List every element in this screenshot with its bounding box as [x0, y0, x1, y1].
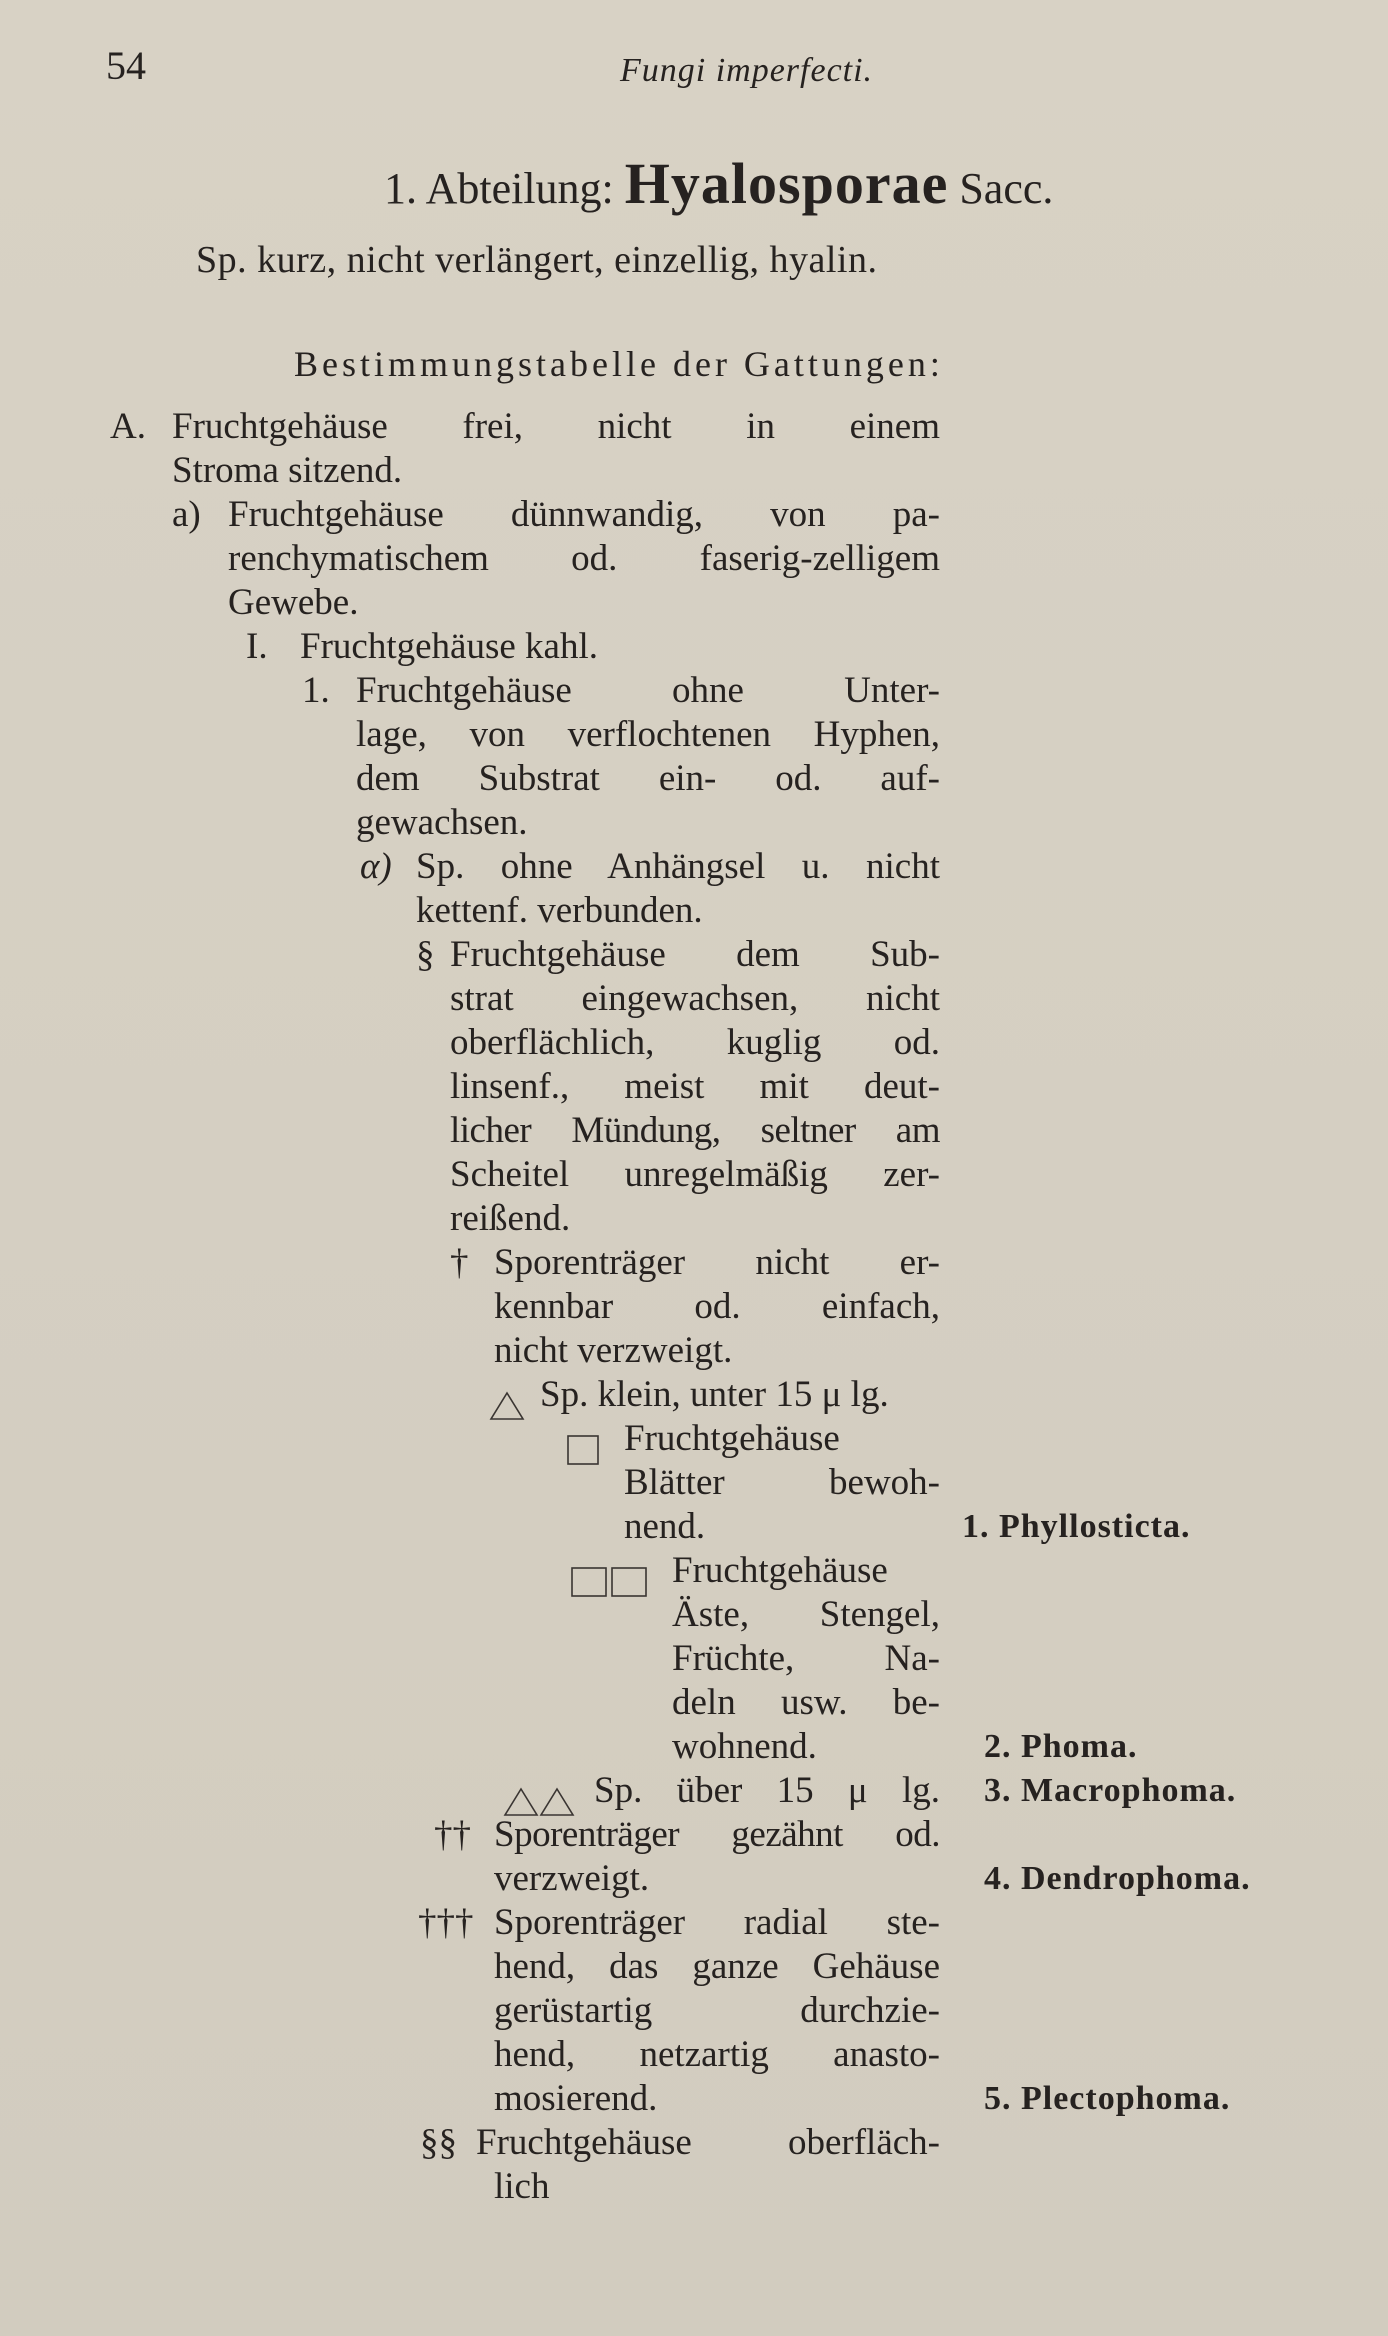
triangle-icon — [488, 1381, 526, 1425]
key-entry-triple-dagger-l4: hend, netzartig anasto- — [494, 2034, 940, 2075]
running-title: Fungi imperfecti. — [620, 52, 874, 89]
key-entry-section-l6: Scheitel unregelmäßig zer- — [450, 1154, 940, 1195]
key-entry-1-cont2: dem Substrat ein- od. auf- — [356, 758, 940, 799]
genus-result: 3. Macrophoma. — [984, 1772, 1237, 1809]
key-entry-a: a) Fruchtgehäuse dünnwandig, von pa- — [172, 494, 940, 535]
genus-result: 4. Dendrophoma. — [984, 1860, 1251, 1897]
key-entry-a-cont: renchymatischem od. faserig-zelligem — [228, 538, 940, 579]
key-entry-section-l5: licher Mündung, seltner am — [450, 1110, 940, 1151]
table-title: Bestimmungstabelle der Gattungen: — [294, 344, 944, 384]
key-entry-double-square-l4: deln usw. be- — [672, 1682, 940, 1723]
section-description: Sp. kurz, nicht verlängert, einzellig, hyalin. — [196, 239, 878, 281]
key-entry-section-l3: oberflächlich, kuglig od. — [450, 1022, 940, 1063]
key-entry-double-section: §§ Fruchtgehäuse oberfläch- — [420, 2122, 940, 2163]
section-name: Hyalosporae — [624, 151, 949, 216]
key-entry-double-square-l3: Früchte, Na- — [672, 1638, 940, 1679]
key-entry-alpha: α) Sp. ohne Anhängsel u. nicht — [360, 846, 940, 887]
section-prefix: 1. Abteilung: — [384, 164, 614, 213]
genus-result: 5. Plectophoma. — [984, 2080, 1231, 2117]
key-entry-triple-dagger: ††† Sporenträger radial ste- — [418, 1902, 940, 1943]
key-entry-A: A. Fruchtgehäuse frei, nicht in einem — [110, 406, 940, 447]
key-entry-square-l2: Blätter bewoh- — [624, 1462, 940, 1503]
section-author: Sacc. — [959, 164, 1054, 213]
double-square-icon — [570, 1557, 650, 1601]
book-page: 54 Fungi imperfecti. 1. Abteilung: Hyalosporae Sacc. Sp. kurz, nicht verlängert, einzellig, hyalin. Bestimmungstabelle der Gattungen: A. Fruchtgehäuse frei, nicht in einem Stroma sitzend. a) Fruchtgehäuse dünnwandig, von pa- renchymatischem od. faserig-zelligem Gewebe. I. Fruchtgehäuse kahl. 1. Fruchtgehäuse ohne Unter- lage, von verflochtenen Hyphen, dem Substrat ein- od. auf- gewachsen. α) Sp. ohne Anhängsel u. nicht kettenf. verbunden. § Fruchtgehäuse dem Sub- strat eingewachsen, nicht oberflächlich, kuglig od. linsenf., meist mit deut- licher Mündung, seltner am Scheitel unregelmäßig zer- reißend. † Sporenträger nicht er- kennbar od. einfach, nicht verzweigt. Sp. klein, unter 15 μ lg. Fruchtgehäuse Blätter bewoh- nend. Fruchtgehäuse Äste, Stengel, Früchte, Na- deln usw. be- wohnend. Sp. über 15 μ lg. †† Sporenträger gezähnt od. verzweigt. ††† Sporenträger radial ste- hend, das ganze Gehäuse gerüstartig durchzie- hend, netzartig anasto- mosierend. §§ Fruchtgehäuse oberfläch- lich 1. Phyllosticta. 2. Phoma. 3. Macrophoma. 4. Dendrophoma. 5. Plectophoma. — [0, 0, 1388, 2336]
page-number: 54 — [106, 43, 146, 88]
key-entry-double-triangle: Sp. über 15 μ lg. — [502, 1769, 940, 1813]
key-entry-dagger: † Sporenträger nicht er- — [450, 1242, 940, 1283]
square-icon — [566, 1425, 600, 1469]
key-entry-1-cont: lage, von verflochtenen Hyphen, — [356, 714, 940, 755]
key-entry-triple-dagger-l2: hend, das ganze Gehäuse — [494, 1946, 940, 1987]
key-entry-double-dagger: †† Sporenträger gezähnt od. — [434, 1814, 940, 1855]
section-heading — [384, 150, 1053, 217]
genus-result: 1. Phyllosticta. — [962, 1508, 1191, 1545]
key-entry-section-l4: linsenf., meist mit deut- — [450, 1066, 940, 1107]
key-entry-section: § Fruchtgehäuse dem Sub- — [416, 934, 940, 975]
key-entry-section-l2: strat eingewachsen, nicht — [450, 978, 940, 1019]
key-entry-1: 1. Fruchtgehäuse ohne Unter- — [302, 670, 940, 711]
key-entry-double-square-l2: Äste, Stengel, — [672, 1594, 940, 1635]
key-entry-dagger-l2: kennbar od. einfach, — [494, 1286, 940, 1327]
key-entry-triple-dagger-l3: gerüstartig durchzie- — [494, 1990, 940, 2031]
genus-result: 2. Phoma. — [984, 1728, 1138, 1765]
